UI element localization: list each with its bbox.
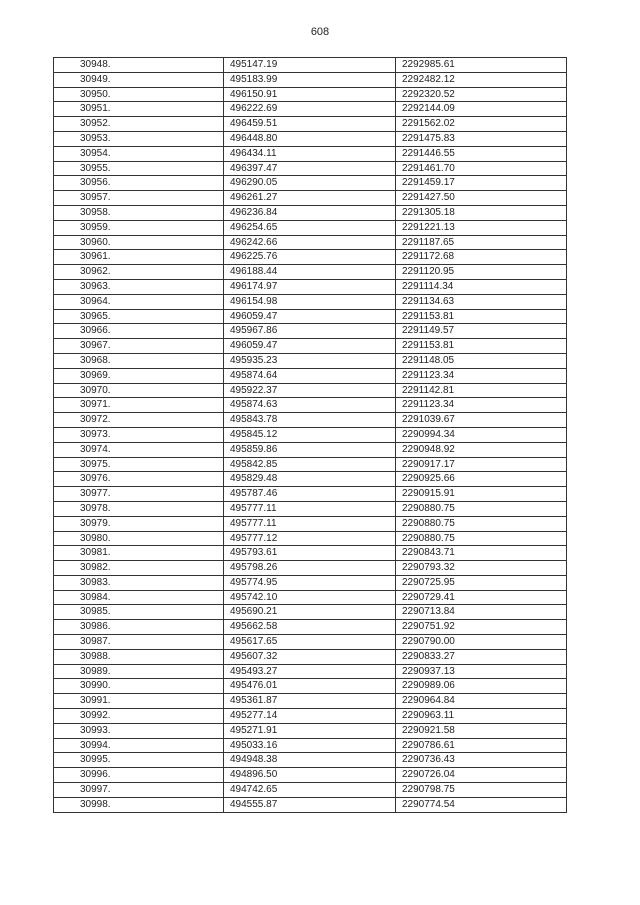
x-coordinate-cell: 496222.69 <box>224 102 396 117</box>
y-coordinate-cell: 2290994.34 <box>396 427 567 442</box>
point-number-cell: 30981. <box>54 546 224 561</box>
y-coordinate-cell: 2291148.05 <box>396 353 567 368</box>
x-coordinate-cell: 496059.47 <box>224 309 396 324</box>
x-coordinate-cell: 495617.65 <box>224 635 396 650</box>
y-coordinate-cell: 2290751.92 <box>396 620 567 635</box>
x-coordinate-cell: 495874.64 <box>224 368 396 383</box>
x-coordinate-cell: 496448.80 <box>224 131 396 146</box>
x-coordinate-cell: 496236.84 <box>224 205 396 220</box>
y-coordinate-cell: 2291305.18 <box>396 205 567 220</box>
y-coordinate-cell: 2290915.91 <box>396 487 567 502</box>
point-number-cell: 30950. <box>54 87 224 102</box>
x-coordinate-cell: 496150.91 <box>224 87 396 102</box>
table-row <box>54 398 567 413</box>
point-number-cell: 30986. <box>54 620 224 635</box>
point-number-cell: 30962. <box>54 265 224 280</box>
point-number-cell: 30960. <box>54 235 224 250</box>
y-coordinate-cell: 2291221.13 <box>396 220 567 235</box>
point-number-cell: 30964. <box>54 294 224 309</box>
point-number-cell: 30975. <box>54 457 224 472</box>
y-coordinate-cell: 2290736.43 <box>396 753 567 768</box>
y-coordinate-cell: 2291562.02 <box>396 117 567 132</box>
y-coordinate-cell: 2291459.17 <box>396 176 567 191</box>
x-coordinate-cell: 495476.01 <box>224 679 396 694</box>
y-coordinate-cell: 2290726.04 <box>396 768 567 783</box>
y-coordinate-cell: 2291149.57 <box>396 324 567 339</box>
x-coordinate-cell: 495922.37 <box>224 383 396 398</box>
point-number-cell: 30984. <box>54 590 224 605</box>
point-number-cell: 30965. <box>54 309 224 324</box>
table-row <box>54 265 567 280</box>
y-coordinate-cell: 2291153.81 <box>396 309 567 324</box>
x-coordinate-cell: 495493.27 <box>224 664 396 679</box>
point-number-cell: 30995. <box>54 753 224 768</box>
point-number-cell: 30994. <box>54 738 224 753</box>
x-coordinate-cell: 495277.14 <box>224 709 396 724</box>
point-number-cell: 30992. <box>54 709 224 724</box>
y-coordinate-cell: 2292320.52 <box>396 87 567 102</box>
table-row <box>54 324 567 339</box>
table-row <box>54 309 567 324</box>
x-coordinate-cell: 496459.51 <box>224 117 396 132</box>
x-coordinate-cell: 496242.66 <box>224 235 396 250</box>
y-coordinate-cell: 2290725.95 <box>396 575 567 590</box>
page-number: 608 <box>310 26 330 38</box>
x-coordinate-cell: 495271.91 <box>224 723 396 738</box>
y-coordinate-cell: 2292144.09 <box>396 102 567 117</box>
x-coordinate-cell: 495967.86 <box>224 324 396 339</box>
table-row <box>54 191 567 206</box>
point-number-cell: 30949. <box>54 72 224 87</box>
x-coordinate-cell: 495777.11 <box>224 501 396 516</box>
point-number-cell: 30969. <box>54 368 224 383</box>
point-number-cell: 30985. <box>54 605 224 620</box>
table-row <box>54 664 567 679</box>
table-row <box>54 102 567 117</box>
x-coordinate-cell: 495607.32 <box>224 649 396 664</box>
point-number-cell: 30982. <box>54 561 224 576</box>
table-row <box>54 117 567 132</box>
point-number-cell: 30971. <box>54 398 224 413</box>
table-row <box>54 575 567 590</box>
y-coordinate-cell: 2290917.17 <box>396 457 567 472</box>
table-row <box>54 176 567 191</box>
x-coordinate-cell: 495845.12 <box>224 427 396 442</box>
table-row <box>54 694 567 709</box>
table-row <box>54 72 567 87</box>
table-row <box>54 146 567 161</box>
x-coordinate-cell: 496154.98 <box>224 294 396 309</box>
point-number-cell: 30977. <box>54 487 224 502</box>
point-number-cell: 30958. <box>54 205 224 220</box>
y-coordinate-cell: 2290925.66 <box>396 472 567 487</box>
x-coordinate-cell: 496290.05 <box>224 176 396 191</box>
x-coordinate-cell: 495690.21 <box>224 605 396 620</box>
table-row <box>54 250 567 265</box>
point-number-cell: 30957. <box>54 191 224 206</box>
y-coordinate-cell: 2290790.00 <box>396 635 567 650</box>
point-number-cell: 30991. <box>54 694 224 709</box>
table-row <box>54 531 567 546</box>
point-number-cell: 30989. <box>54 664 224 679</box>
point-number-cell: 30970. <box>54 383 224 398</box>
y-coordinate-cell: 2291446.55 <box>396 146 567 161</box>
point-number-cell: 30952. <box>54 117 224 132</box>
table-row <box>54 797 567 812</box>
coordinates-table-body <box>54 58 567 813</box>
point-number-cell: 30987. <box>54 635 224 650</box>
table-row <box>54 368 567 383</box>
table-row <box>54 768 567 783</box>
table-row <box>54 605 567 620</box>
y-coordinate-cell: 2291475.83 <box>396 131 567 146</box>
point-number-cell: 30978. <box>54 501 224 516</box>
y-coordinate-cell: 2291134.63 <box>396 294 567 309</box>
table-row <box>54 709 567 724</box>
y-coordinate-cell: 2292985.61 <box>396 58 567 73</box>
table-row <box>54 427 567 442</box>
y-coordinate-cell: 2291461.70 <box>396 161 567 176</box>
table-row <box>54 783 567 798</box>
table-row <box>54 753 567 768</box>
point-number-cell: 30996. <box>54 768 224 783</box>
x-coordinate-cell: 495874.63 <box>224 398 396 413</box>
x-coordinate-cell: 495793.61 <box>224 546 396 561</box>
table-row <box>54 161 567 176</box>
y-coordinate-cell: 2290948.92 <box>396 442 567 457</box>
y-coordinate-cell: 2290963.11 <box>396 709 567 724</box>
x-coordinate-cell: 496059.47 <box>224 339 396 354</box>
point-number-cell: 30955. <box>54 161 224 176</box>
table-row <box>54 620 567 635</box>
table-row <box>54 58 567 73</box>
y-coordinate-cell: 2290880.75 <box>396 501 567 516</box>
x-coordinate-cell: 496434.11 <box>224 146 396 161</box>
table-row <box>54 679 567 694</box>
point-number-cell: 30997. <box>54 783 224 798</box>
x-coordinate-cell: 495798.26 <box>224 561 396 576</box>
point-number-cell: 30973. <box>54 427 224 442</box>
table-row <box>54 590 567 605</box>
point-number-cell: 30961. <box>54 250 224 265</box>
x-coordinate-cell: 495829.48 <box>224 472 396 487</box>
x-coordinate-cell: 495361.87 <box>224 694 396 709</box>
x-coordinate-cell: 495859.86 <box>224 442 396 457</box>
point-number-cell: 30968. <box>54 353 224 368</box>
point-number-cell: 30953. <box>54 131 224 146</box>
x-coordinate-cell: 495777.12 <box>224 531 396 546</box>
table-row <box>54 723 567 738</box>
y-coordinate-cell: 2290964.84 <box>396 694 567 709</box>
table-row <box>54 279 567 294</box>
y-coordinate-cell: 2290880.75 <box>396 516 567 531</box>
y-coordinate-cell: 2291187.65 <box>396 235 567 250</box>
table-row <box>54 442 567 457</box>
point-number-cell: 30983. <box>54 575 224 590</box>
y-coordinate-cell: 2290989.06 <box>396 679 567 694</box>
x-coordinate-cell: 495842.85 <box>224 457 396 472</box>
x-coordinate-cell: 495742.10 <box>224 590 396 605</box>
x-coordinate-cell: 495033.16 <box>224 738 396 753</box>
table-row <box>54 205 567 220</box>
point-number-cell: 30966. <box>54 324 224 339</box>
table-row <box>54 235 567 250</box>
coordinates-table <box>53 57 567 813</box>
point-number-cell: 30993. <box>54 723 224 738</box>
point-number-cell: 30954. <box>54 146 224 161</box>
x-coordinate-cell: 495147.19 <box>224 58 396 73</box>
table-row <box>54 131 567 146</box>
table-row <box>54 649 567 664</box>
table-row <box>54 501 567 516</box>
x-coordinate-cell: 494948.38 <box>224 753 396 768</box>
x-coordinate-cell: 496397.47 <box>224 161 396 176</box>
y-coordinate-cell: 2292482.12 <box>396 72 567 87</box>
x-coordinate-cell: 495787.46 <box>224 487 396 502</box>
y-coordinate-cell: 2290798.75 <box>396 783 567 798</box>
table-row <box>54 487 567 502</box>
y-coordinate-cell: 2290713.84 <box>396 605 567 620</box>
y-coordinate-cell: 2291123.34 <box>396 398 567 413</box>
x-coordinate-cell: 495935.23 <box>224 353 396 368</box>
table-row <box>54 546 567 561</box>
table-row <box>54 383 567 398</box>
x-coordinate-cell: 496174.97 <box>224 279 396 294</box>
point-number-cell: 30959. <box>54 220 224 235</box>
y-coordinate-cell: 2290729.41 <box>396 590 567 605</box>
table-row <box>54 339 567 354</box>
point-number-cell: 30980. <box>54 531 224 546</box>
y-coordinate-cell: 2290793.32 <box>396 561 567 576</box>
y-coordinate-cell: 2291153.81 <box>396 339 567 354</box>
point-number-cell: 30948. <box>54 58 224 73</box>
x-coordinate-cell: 496254.65 <box>224 220 396 235</box>
table-row <box>54 87 567 102</box>
point-number-cell: 30990. <box>54 679 224 694</box>
table-row <box>54 561 567 576</box>
x-coordinate-cell: 494555.87 <box>224 797 396 812</box>
y-coordinate-cell: 2290880.75 <box>396 531 567 546</box>
table-row <box>54 294 567 309</box>
point-number-cell: 30976. <box>54 472 224 487</box>
table-row <box>54 353 567 368</box>
y-coordinate-cell: 2291172.68 <box>396 250 567 265</box>
y-coordinate-cell: 2291114.34 <box>396 279 567 294</box>
table-row <box>54 220 567 235</box>
y-coordinate-cell: 2290833.27 <box>396 649 567 664</box>
y-coordinate-cell: 2290921.58 <box>396 723 567 738</box>
x-coordinate-cell: 495183.99 <box>224 72 396 87</box>
x-coordinate-cell: 494896.50 <box>224 768 396 783</box>
y-coordinate-cell: 2291120.95 <box>396 265 567 280</box>
point-number-cell: 30972. <box>54 413 224 428</box>
y-coordinate-cell: 2290843.71 <box>396 546 567 561</box>
x-coordinate-cell: 494742.65 <box>224 783 396 798</box>
table-row <box>54 516 567 531</box>
point-number-cell: 30998. <box>54 797 224 812</box>
y-coordinate-cell: 2290774.54 <box>396 797 567 812</box>
y-coordinate-cell: 2291427.50 <box>396 191 567 206</box>
y-coordinate-cell: 2290937.13 <box>396 664 567 679</box>
y-coordinate-cell: 2291142.81 <box>396 383 567 398</box>
x-coordinate-cell: 495662.58 <box>224 620 396 635</box>
x-coordinate-cell: 496261.27 <box>224 191 396 206</box>
point-number-cell: 30967. <box>54 339 224 354</box>
x-coordinate-cell: 495777.11 <box>224 516 396 531</box>
point-number-cell: 30951. <box>54 102 224 117</box>
table-row <box>54 413 567 428</box>
table-row <box>54 635 567 650</box>
table-row <box>54 472 567 487</box>
y-coordinate-cell: 2291123.34 <box>396 368 567 383</box>
x-coordinate-cell: 496225.76 <box>224 250 396 265</box>
point-number-cell: 30963. <box>54 279 224 294</box>
x-coordinate-cell: 496188.44 <box>224 265 396 280</box>
point-number-cell: 30979. <box>54 516 224 531</box>
table-row <box>54 738 567 753</box>
x-coordinate-cell: 495843.78 <box>224 413 396 428</box>
x-coordinate-cell: 495774.95 <box>224 575 396 590</box>
y-coordinate-cell: 2291039.67 <box>396 413 567 428</box>
point-number-cell: 30956. <box>54 176 224 191</box>
point-number-cell: 30974. <box>54 442 224 457</box>
point-number-cell: 30988. <box>54 649 224 664</box>
table-row <box>54 457 567 472</box>
y-coordinate-cell: 2290786.61 <box>396 738 567 753</box>
